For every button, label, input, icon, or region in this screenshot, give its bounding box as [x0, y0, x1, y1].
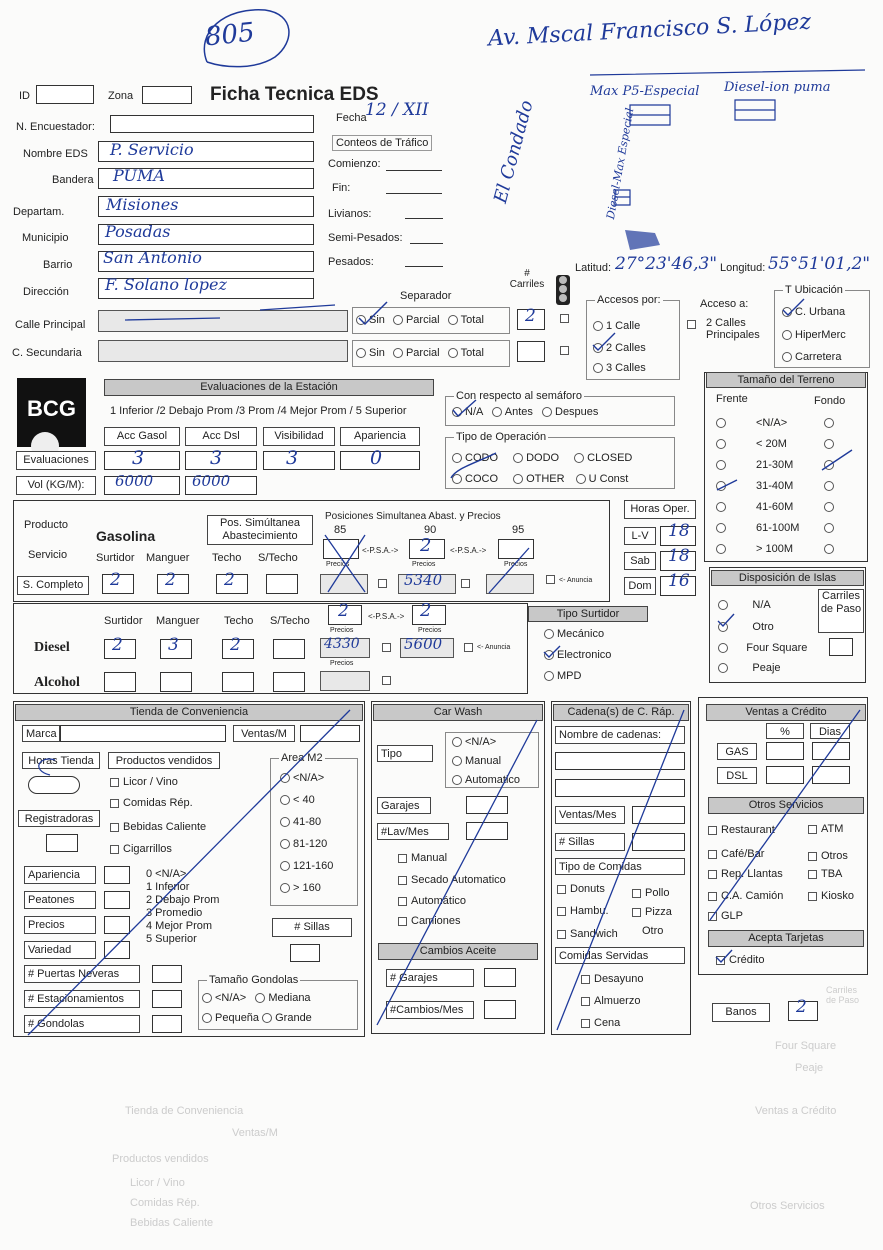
cadenas-ventas-label: Ventas/Mes	[555, 806, 625, 824]
dsl-psa: <-P.S.A.->	[368, 612, 405, 621]
field-value-barrio: San Antonio	[103, 248, 202, 267]
field-value-departam: Misiones	[106, 195, 179, 214]
area-option[interactable]: 41-80	[280, 816, 321, 828]
operacion-group: Tipo de Operación	[445, 437, 675, 489]
gas-col-stecho: S/Techo	[258, 552, 298, 564]
terreno-option-label: 41-60M	[756, 501, 794, 513]
s-completo-label: S. Completo	[17, 576, 89, 595]
carwash-check-secado[interactable]: Secado Automatico	[398, 874, 506, 886]
dsl-col-stecho: S/Techo	[270, 615, 310, 627]
gas-value-manguer: 2	[165, 570, 176, 590]
tienda-eval-label: Apariencia	[24, 866, 96, 884]
carriles-paso-input[interactable]	[829, 638, 853, 656]
octano-90: 90	[424, 524, 437, 536]
gas-value-surtidor: 2	[110, 570, 121, 590]
tienda-ventas-label: Ventas/M	[233, 725, 295, 742]
octano-85: 85	[334, 524, 347, 536]
servidas-opt-almuerzo[interactable]: Almuerzo	[581, 995, 640, 1007]
horas-oper-label: Horas Oper.	[624, 500, 696, 519]
banos-label: Banos	[712, 1003, 770, 1022]
ubicacion-opt-3[interactable]: Carretera	[782, 351, 841, 363]
dsl-price-2-value: 5600	[404, 635, 443, 653]
comienzo-line[interactable]	[386, 170, 442, 171]
ghost-text-11: Carriles de Paso	[826, 985, 860, 1005]
handwritten-box-sketches	[585, 65, 875, 255]
area-option[interactable]: 81-120	[280, 838, 327, 850]
cadenas-servidas-label: Comidas Servidas	[555, 947, 685, 964]
ghost-text-1: Tienda de Conveniencia	[125, 1105, 244, 1117]
terreno-fondo-radio[interactable]	[824, 543, 837, 555]
livianos-line[interactable]	[405, 218, 443, 219]
terreno-option-label: < 20M	[756, 438, 787, 450]
horas-value-lv: 18	[668, 521, 690, 541]
semaforo-opts[interactable]: N/A Antes Despues	[452, 406, 598, 418]
prod-opt-cigarrillos[interactable]: Cigarrillos	[110, 843, 172, 855]
field-label-barrio: Barrio	[43, 259, 73, 271]
field-value-bandera: PUMA	[113, 166, 165, 185]
eval-col-acc-dsl: Acc Dsl	[185, 427, 257, 446]
carriles-value: 2	[525, 306, 536, 326]
gondola-opts-row-1[interactable]: <N/A> Mediana	[202, 992, 311, 1004]
circled-number-scribble	[195, 2, 305, 72]
id-input[interactable]	[36, 85, 94, 104]
eval-value-acc-dsl: 3	[210, 447, 223, 469]
gas-anuncia-90[interactable]	[461, 579, 470, 588]
semipesados-label: Semi-Pesados:	[328, 232, 403, 244]
tienda-sillas-label: # Sillas	[272, 918, 352, 937]
tarjetas-opt-credito[interactable]: Crédito	[716, 954, 764, 966]
diesel-label: Diesel	[34, 640, 70, 655]
terreno-scribble	[712, 440, 862, 500]
ghost-text-3: Productos vendidos	[112, 1153, 209, 1165]
carriles-check-1[interactable]	[560, 314, 569, 323]
islas-opt-peaje[interactable]: Peaje	[718, 662, 781, 674]
alc-precios: Precios	[330, 660, 354, 667]
tienda-registradoras-label: Registradoras	[18, 810, 100, 827]
longitud-value: 55°51'01,2"	[768, 254, 871, 274]
credito-dsl-label: DSL	[717, 767, 757, 784]
ghost-text-7: Otros Servicios	[750, 1200, 825, 1212]
terreno-frente-radio[interactable]	[716, 501, 729, 513]
ghost-text-2: Ventas/M	[232, 1127, 278, 1139]
islas-check-mark	[716, 612, 736, 630]
handwritten-diesel-max: Diesel-Max Especial	[604, 106, 637, 221]
terreno-option-label: > 100M	[756, 543, 793, 555]
prod-opt-licor[interactable]: Licor / Vino	[110, 776, 178, 788]
cadenas-header: Cadena(s) de C. Ráp.	[553, 704, 689, 721]
terreno-fondo-radio[interactable]	[824, 501, 837, 513]
vol-value-dsl: 6000	[192, 472, 231, 490]
islas-header: Disposición de Islas	[711, 570, 864, 586]
comida-opt-pizza[interactable]: Pizza	[632, 906, 672, 918]
evaluaciones-scale: 1 Inferior /2 Debajo Prom /3 Prom /4 Mejor Prom / 5 Superior	[110, 405, 407, 417]
handwritten-address: Av. Mscal Francisco S. López	[487, 9, 812, 52]
surtidor-opt-electronico[interactable]: Electronico	[544, 649, 611, 661]
area-option[interactable]: <N/A>	[280, 772, 324, 784]
horas-day-sab: Sab	[624, 552, 656, 570]
vol-value-gasol: 6000	[115, 472, 154, 490]
field-value-direccion: F. Solano lopez	[105, 275, 227, 294]
calle-secundaria-input[interactable]	[98, 340, 348, 362]
operacion-row-1[interactable]: CODO DODO CLOSED	[452, 452, 632, 464]
accesos-opt-1[interactable]: 1 Calle	[593, 320, 640, 332]
sep1-opts[interactable]: Sin Parcial Total	[356, 314, 484, 326]
carwash-opt-na[interactable]: <N/A>	[452, 736, 496, 748]
eval-col-acc-gasol: Acc Gasol	[104, 427, 180, 446]
gas-anuncia-85[interactable]	[378, 579, 387, 588]
cadenas-tipo-label: Tipo de Comidas	[555, 858, 685, 875]
zona-input[interactable]	[142, 86, 192, 104]
otros-opt-rep-llantas[interactable]: Rep. Llantas	[708, 868, 783, 880]
eval-col-visibilidad: Visibilidad	[263, 427, 335, 446]
dsl-pos-2-value: 2	[420, 600, 432, 621]
gondola-opts-row-2[interactable]: Pequeña Grande	[202, 1012, 312, 1024]
tienda-header: Tienda de Conveniencia	[15, 704, 363, 721]
alcohol-label: Alcohol	[34, 675, 80, 690]
alc-input-manguer[interactable]	[160, 672, 192, 692]
dsl-precios-1: Precios	[330, 627, 354, 634]
otros-opt-kiosko[interactable]: Kiosko	[808, 890, 854, 902]
carriles-label: # Carriles	[509, 268, 545, 290]
ghost-text-6: Bebidas Caliente	[130, 1217, 214, 1229]
semaforo-group: Con respecto al semáforo	[445, 396, 675, 426]
calle-secundaria-label: C. Secundaria	[12, 347, 82, 359]
traffic-light-icon	[556, 275, 570, 305]
dsl-input-stecho[interactable]	[273, 639, 305, 659]
gas-col-surtidor: Surtidor	[96, 552, 135, 564]
longitud-label: Longitud:	[720, 262, 766, 274]
horas-value-sab: 18	[668, 546, 690, 566]
field-value-nombre: P. Servicio	[110, 140, 194, 159]
puertas-neveras-label: # Puertas Neveras	[24, 965, 140, 983]
gasolina-label: Gasolina	[96, 528, 156, 544]
otros-opt-glp[interactable]: GLP	[708, 910, 743, 922]
calle-principal-label: Calle Principal	[15, 319, 86, 331]
separador-label: Separador	[400, 290, 452, 302]
carwash-check-camiones[interactable]: Camiones	[398, 915, 461, 927]
terreno-frente-radio[interactable]	[716, 522, 729, 534]
surtidor-opt-mpd[interactable]: MPD	[544, 670, 581, 682]
dsl-col-techo: Techo	[224, 615, 254, 627]
carwash-check-manual[interactable]: Manual	[398, 852, 447, 864]
aceite-header: Cambios Aceite	[378, 943, 538, 960]
gondolas-label: # Gondolas	[24, 1015, 140, 1033]
eval-col-apariencia: Apariencia	[340, 427, 420, 446]
tamano-gondolas-group: Tamaño Gondolas	[198, 980, 358, 1030]
cadenas-nombre-label: Nombre de cadenas:	[555, 726, 685, 744]
islas-opt-na[interactable]: N/A	[718, 599, 771, 611]
comida-opt-donuts[interactable]: Donuts	[557, 883, 605, 895]
prod-opt-bebidas[interactable]: Bebidas Caliente	[110, 821, 206, 833]
acceso-a-label: Acceso a:	[700, 298, 749, 310]
terreno-option-label: <N/A>	[756, 417, 788, 429]
tienda-eval-label: Peatones	[24, 891, 96, 909]
dsl-anuncia-2[interactable]	[464, 643, 473, 652]
fin-line[interactable]	[386, 193, 442, 194]
ubicacion-group: T Ubicación	[774, 290, 870, 368]
terreno-option-label: 31-40M	[756, 480, 794, 492]
tienda-strike-line	[20, 700, 370, 1040]
eval-value-visibilidad: 3	[286, 447, 299, 469]
ghost-text-4: Licor / Vino	[130, 1177, 185, 1189]
field-label-bandera: Bandera	[52, 174, 94, 186]
terreno-frente-radio[interactable]	[716, 543, 729, 555]
ubicacion-opt-2[interactable]: HiperMerc	[782, 329, 846, 341]
credito-dias-label: Dias	[810, 723, 850, 739]
dsl-value-manguer: 3	[168, 635, 179, 655]
carwash-opt-manual[interactable]: Manual	[452, 755, 501, 767]
evaluaciones-header: Evaluaciones de la Estación	[104, 379, 434, 396]
accesos-opt-2[interactable]: 2 Calles	[593, 342, 646, 354]
accesos-check-mark	[590, 330, 620, 355]
cadenas-sillas-label: # Sillas	[555, 833, 625, 851]
gas-95-cross-out	[484, 545, 534, 595]
acceso-a-opt: 2 Calles Principales	[706, 317, 760, 341]
credito-gas-label: GAS	[717, 743, 757, 760]
prod-opt-comidas[interactable]: Comidas Rép.	[110, 797, 193, 809]
dsl-col-manguer: Manguer	[156, 615, 200, 627]
dsl-pos-1-value: 2	[338, 601, 349, 621]
dsl-price-1-value: 4330	[324, 636, 360, 652]
terreno-frente-radio[interactable]	[716, 417, 729, 429]
comida-opt-pollo[interactable]: Pollo	[632, 887, 669, 899]
gas-precios-85: Precios	[326, 561, 350, 568]
dsl-precios-2: Precios	[418, 627, 442, 634]
bcg-logo: BCG	[17, 378, 86, 447]
gas-anuncia-label: <- Anuncia	[559, 577, 593, 584]
terreno-frente: Frente	[716, 393, 748, 405]
carwash-lav-label: #Lav/Mes	[377, 823, 449, 840]
carwash-opt-auto[interactable]: Automatico	[452, 774, 520, 786]
banos-value: 2	[796, 997, 807, 1017]
gas-col-manguer: Manguer	[146, 552, 190, 564]
area-option[interactable]: < 40	[280, 794, 315, 806]
cadenas-strike-line	[552, 700, 692, 1035]
gas-precios-95: Precios	[504, 561, 528, 568]
carriles-input-2[interactable]	[517, 341, 545, 362]
surtidor-check-mark	[542, 644, 562, 660]
carwash-check-automatico[interactable]: Automático	[398, 895, 466, 907]
tienda-scale-text: 0 <N/A> 1 Inferior 2 Debajo Prom 3 Promedio 4 Mejor Prom 5 Superior	[146, 868, 220, 945]
servidas-opt-cena[interactable]: Cena	[581, 1017, 620, 1029]
accesos-opt-3[interactable]: 3 Calles	[593, 362, 646, 374]
eval-value-apariencia: 0	[370, 447, 383, 469]
ghost-text-9: Four Square	[775, 1040, 837, 1052]
semipesados-line[interactable]	[410, 243, 443, 244]
latitud-label: Latitud:	[575, 262, 612, 274]
horas-day-lv: L-V	[624, 527, 656, 545]
tienda-horas-label: Horas Tienda	[22, 752, 100, 769]
credito-check-mark	[714, 948, 734, 966]
aceite-cambios-label: #Cambios/Mes	[386, 1001, 474, 1019]
otros-opt-atm[interactable]: ATM	[808, 823, 843, 835]
ubicacion-opt-1[interactable]: C. Urbana	[782, 306, 845, 318]
field-label-encuestador: N. Encuestador:	[16, 121, 95, 133]
ubicacion-check-mark	[780, 296, 810, 321]
gas-pos-90-value: 2	[420, 535, 432, 556]
otros-opt-otros[interactable]: Otros	[808, 850, 848, 862]
tarjetas-header: Acepta Tarjetas	[708, 930, 864, 947]
dsl-col-surtidor: Surtidor	[104, 615, 143, 627]
field-label-municipio: Municipio	[22, 232, 69, 244]
id-label: ID	[19, 90, 30, 102]
ghost-text-5: Comidas Rép.	[130, 1197, 200, 1209]
acceso-a-check[interactable]	[687, 320, 696, 329]
alc-input-techo[interactable]	[222, 672, 254, 692]
zona-label: Zona	[108, 90, 134, 102]
otros-opt-restaurant[interactable]: Restaurant	[708, 824, 775, 836]
alc-price[interactable]	[320, 671, 370, 691]
separador-check-mark	[355, 300, 395, 330]
operacion-row-2[interactable]: COCO OTHER U Const	[452, 473, 628, 485]
gas-anuncia-95[interactable]	[546, 575, 555, 584]
calle-principal-scribble	[120, 300, 340, 330]
credito-pct-label: %	[766, 723, 804, 739]
conteos-label: Conteos de Tráfico	[332, 135, 432, 151]
estacionamientos-label: # Estacionamientos	[24, 990, 140, 1008]
producto-label: Producto	[24, 519, 69, 531]
carwash-strike-line	[372, 700, 547, 1035]
gas-psa-2: <-P.S.A.->	[450, 546, 487, 555]
field-label-direccion: Dirección	[23, 286, 69, 298]
surtidor-opt-mecanico[interactable]: Mecánico	[544, 628, 604, 640]
dsl-value-techo: 2	[230, 635, 241, 655]
dsl-anuncia-label: <- Anuncia	[477, 644, 511, 651]
tienda-productos-label: Productos vendidos	[108, 752, 220, 769]
terreno-fondo-radio[interactable]	[824, 417, 837, 429]
horas-day-dom: Dom	[624, 577, 656, 595]
livianos-label: Livianos:	[328, 208, 372, 220]
tipo-surtidor-header: Tipo Surtidor	[528, 606, 648, 622]
handwritten-max-especial: Max P5-Especial	[590, 84, 700, 99]
vol-label: Vol (KG/M):	[16, 476, 96, 495]
comida-opt-otro[interactable]: Otro	[642, 925, 664, 937]
credito-strike-line	[700, 700, 870, 930]
handwritten-diesel-ion: Diesel-ion puma	[724, 80, 831, 95]
gas-psa-1: <-P.S.A.->	[362, 546, 399, 555]
area-option[interactable]: 121-160	[280, 860, 333, 872]
field-label-nombre: Nombre EDS	[23, 148, 88, 160]
otros-opt-tba[interactable]: TBA	[808, 868, 842, 880]
aceite-garajes-label: # Garajes	[386, 969, 474, 987]
evaluaciones-label: Evaluaciones	[16, 451, 96, 470]
handwritten-station-number: 805	[203, 17, 257, 53]
horas-value-dom: 16	[668, 571, 690, 591]
otros-opt-camion[interactable]: C.A. Camión	[708, 890, 783, 902]
gas-input-stecho[interactable]	[266, 574, 298, 594]
gas-value-techo: 2	[224, 570, 235, 590]
alc-anuncia[interactable]	[382, 676, 391, 685]
carwash-tipo-label: Tipo	[377, 745, 433, 762]
eval-input-visibilidad[interactable]	[263, 451, 335, 470]
gas-col-techo: Techo	[212, 552, 242, 564]
terreno-option-label: 21-30M	[756, 459, 794, 471]
terreno-option-label: 61-100M	[756, 522, 800, 534]
otros-opt-cafe[interactable]: Café/Bar	[708, 848, 764, 860]
pos-simultanea-label: Pos. Simúltanea Abastecimiento	[207, 515, 313, 545]
field-value-municipio: Posadas	[105, 222, 171, 241]
carwash-header: Car Wash	[373, 704, 543, 721]
dsl-anuncia-1[interactable]	[382, 643, 391, 652]
fecha-label: Fecha	[336, 112, 367, 124]
alc-input-stecho[interactable]	[273, 672, 305, 692]
gas-85-cross-out	[320, 530, 370, 595]
operacion-check-mark	[446, 448, 506, 488]
terreno-fondo: Fondo	[814, 395, 846, 407]
carwash-garajes-label: Garajes	[377, 797, 431, 814]
posiciones-label: Posiciones Simultanea Abast. y Precios	[325, 511, 501, 522]
field-input-encuestador[interactable]	[110, 115, 314, 133]
fecha-value: 12 / XII	[365, 100, 429, 120]
comida-opt-sandwich[interactable]: Sandwich	[557, 928, 618, 940]
carriles-paso-label: Carriles de Paso	[818, 589, 864, 633]
servicio-label: Servicio	[28, 549, 68, 561]
terreno-header: Tamaño del Terreno	[706, 372, 866, 388]
eval-value-acc-gasol: 3	[132, 447, 145, 469]
credito-header: Ventas a Crédito	[706, 704, 866, 721]
area-option[interactable]: > 160	[280, 882, 321, 894]
handwritten-side-note: El Condado	[490, 98, 538, 206]
latitud-value: 27°23'46,3"	[615, 254, 718, 274]
otros-servicios-header: Otros Servicios	[708, 797, 864, 814]
islas-opt-otro[interactable]: Otro	[718, 621, 774, 633]
islas-opt-four-square[interactable]: Four Square	[718, 642, 807, 654]
area-group: Area M2	[270, 758, 358, 906]
tienda-marca-label: Marca	[22, 725, 60, 742]
field-label-departam: Departam.	[13, 206, 65, 218]
tienda-eval-label: Precios	[24, 916, 96, 934]
octano-95: 95	[512, 524, 525, 536]
ghost-text-8: Ventas a Crédito	[755, 1105, 837, 1117]
alc-input-surtidor[interactable]	[104, 672, 136, 692]
fin-label: Fin:	[332, 182, 351, 194]
pesados-line[interactable]	[405, 266, 443, 267]
terreno-fondo-radio[interactable]	[824, 522, 837, 534]
gas-precios-90: Precios	[412, 561, 436, 568]
gas-price-90-value: 5340	[404, 571, 443, 589]
ghost-text-10: Peaje	[795, 1062, 824, 1074]
accesos-group: Accesos por:	[586, 300, 680, 380]
pesados-label: Pesados:	[328, 256, 374, 268]
tienda-eval-label: Variedad	[24, 941, 96, 959]
form-title: Ficha Tecnica EDS	[210, 84, 379, 105]
semaforo-check-mark	[450, 398, 480, 420]
comienzo-label: Comienzo:	[328, 158, 381, 170]
comida-opt-hambu[interactable]: Hambu.	[557, 905, 609, 917]
carriles-check-2[interactable]	[560, 346, 569, 355]
dsl-value-surtidor: 2	[112, 635, 123, 655]
servidas-opt-desayuno[interactable]: Desayuno	[581, 973, 644, 985]
sep2-opts[interactable]: Sin Parcial Total	[356, 347, 484, 359]
